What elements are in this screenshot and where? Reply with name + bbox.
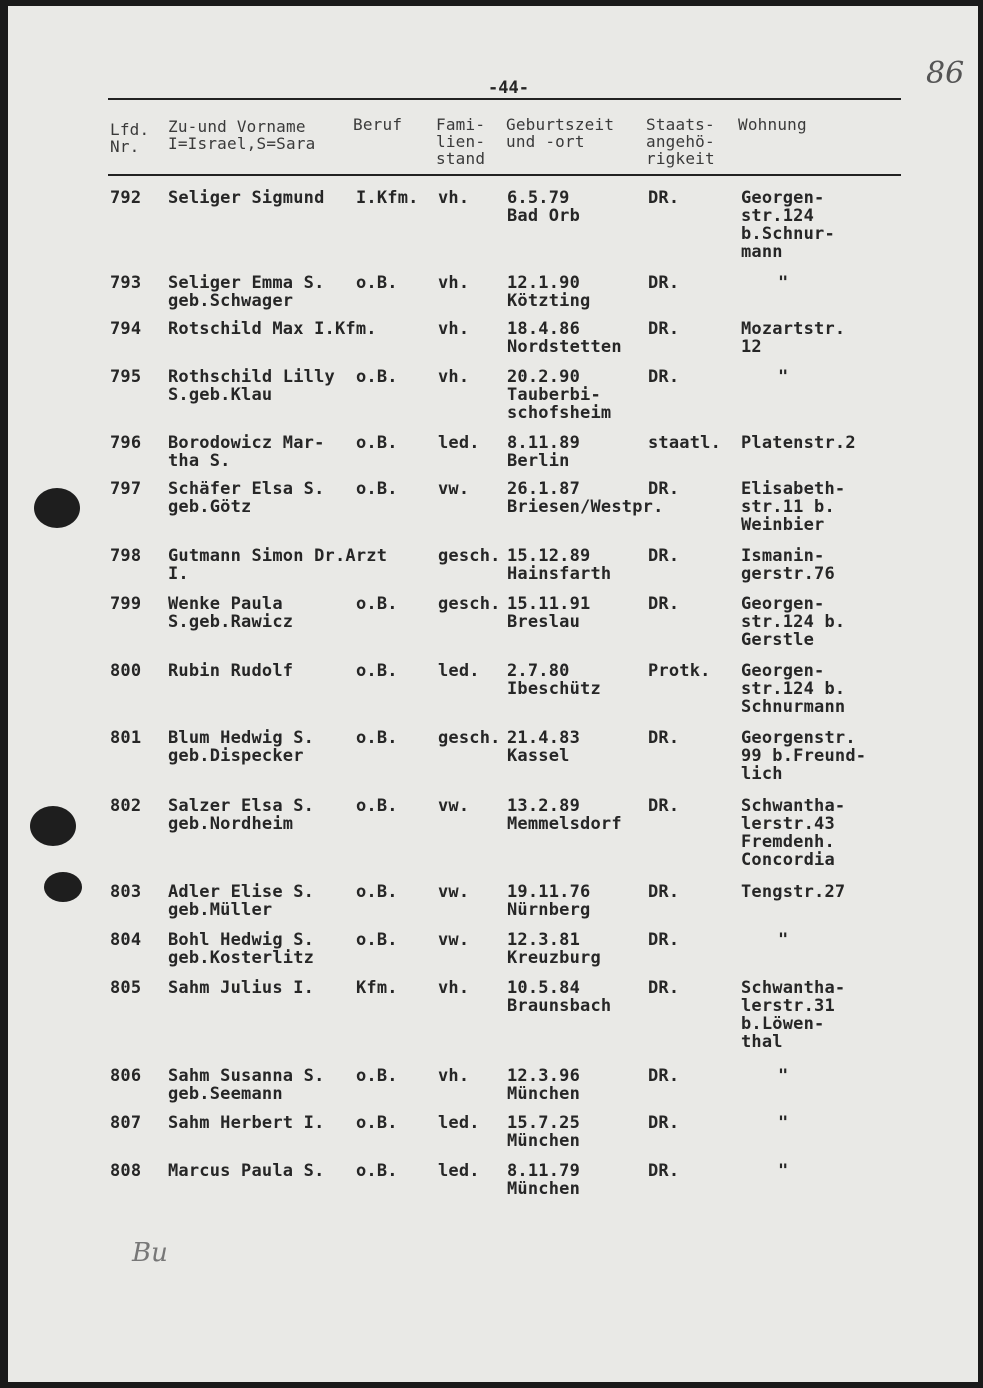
cell-stand: vh. [438,1066,470,1086]
header-rule [108,174,901,176]
document-page [8,6,978,1382]
cell-beruf: I.Kfm. [356,188,419,208]
cell-nr: 794 [110,319,142,339]
cell-geburt: 6.5.79 Bad Orb [507,188,581,226]
cell-nr: 795 [110,367,142,387]
cell-geburt: 12.3.81 Kreuzburg [507,930,601,968]
cell-geburt: 26.1.87 Briesen/Westpr. [507,479,664,517]
cell-beruf: o.B. [356,728,398,748]
cell-beruf: Kfm. [356,978,398,998]
cell-staat: DR. [648,728,680,748]
cell-wohnung: Elisabeth- str.11 b. Weinbier [741,479,846,535]
cell-stand: vw. [438,479,470,499]
cell-nr: 804 [110,930,142,950]
punch-hole-1 [34,488,80,528]
cell-stand: vw. [438,796,470,816]
cell-stand: vw. [438,930,470,950]
header-name: Zu-und Vorname I=Israel,S=Sara [168,117,316,153]
cell-geburt: 2.7.80 Ibeschütz [507,661,601,699]
header-stand: Fami- lien- stand [436,115,486,168]
cell-geburt: 12.1.90 Kötzting [507,273,591,311]
cell-staat: DR. [648,1066,680,1086]
cell-stand: vh. [438,978,470,998]
cell-wohnung: Schwantha- lerstr.43 Fremdenh. Concordia [741,796,846,870]
cell-staat: DR. [648,367,680,387]
cell-beruf: o.B. [356,479,398,499]
cell-wohnung: Georgen- str.124 b. Schnurmann [741,661,846,717]
cell-nr: 801 [110,728,142,748]
handwritten-initials: Bu [132,1238,168,1268]
cell-geburt: 21.4.83 Kassel [507,728,581,766]
cell-staat: DR. [648,930,680,950]
cell-staat: DR. [648,319,680,339]
header-beruf: Beruf [353,115,403,134]
header-staat: Staats- angehö- rigkeit [646,115,715,168]
cell-staat: DR. [648,1161,680,1181]
cell-nr: 802 [110,796,142,816]
cell-name: Rubin Rudolf [168,661,294,681]
cell-name: Seliger Emma S. geb.Schwager [168,273,325,311]
cell-wohnung: Mozartstr. 12 [741,319,846,357]
cell-name: Marcus Paula S. [168,1161,325,1181]
cell-staat: DR. [648,978,680,998]
cell-stand: gesch. [438,594,501,614]
cell-stand: vh. [438,319,470,339]
cell-wohnung: " [778,1161,789,1181]
cell-staat: DR. [648,882,680,902]
cell-beruf: o.B. [356,433,398,453]
cell-wohnung: Georgenstr. 99 b.Freund- lich [741,728,867,784]
punch-hole-2 [30,806,76,846]
cell-beruf: o.B. [356,1161,398,1181]
cell-beruf: o.B. [356,661,398,681]
folio-number: 86 [926,56,965,91]
cell-nr: 793 [110,273,142,293]
cell-stand: led. [438,1113,480,1133]
cell-staat: DR. [648,594,680,614]
cell-geburt: 15.11.91 Breslau [507,594,591,632]
cell-name: Salzer Elsa S. geb.Nordheim [168,796,315,834]
cell-name: Bohl Hedwig S. geb.Kosterlitz [168,930,315,968]
cell-stand: led. [438,661,480,681]
cell-wohnung: Ismanin- gerstr.76 [741,546,835,584]
cell-stand: gesch. [438,728,501,748]
cell-nr: 797 [110,479,142,499]
cell-staat: DR. [648,546,680,566]
cell-name: Adler Elise S. geb.Müller [168,882,315,920]
cell-beruf: o.B. [356,1066,398,1086]
cell-name: Sahm Herbert I. [168,1113,325,1133]
cell-geburt: 15.7.25 München [507,1113,581,1151]
cell-wohnung: Schwantha- lerstr.31 b.Löwen- thal [741,978,846,1052]
cell-wohnung: " [778,367,789,387]
cell-wohnung: " [778,1066,789,1086]
header-nr: Lfd. Nr. [110,120,150,156]
cell-beruf: o.B. [356,882,398,902]
cell-staat: Protk. [648,661,711,681]
punch-hole-3 [44,872,82,902]
cell-beruf: o.B. [356,367,398,387]
cell-nr: 798 [110,546,142,566]
cell-nr: 800 [110,661,142,681]
header-geburt: Geburtszeit und -ort [506,115,615,151]
cell-staat: staatl. [648,433,722,453]
cell-name: Seliger Sigmund [168,188,325,208]
cell-nr: 806 [110,1066,142,1086]
cell-beruf: o.B. [356,796,398,816]
cell-stand: gesch. [438,546,501,566]
cell-nr: 796 [110,433,142,453]
cell-wohnung: Georgen- str.124 b. Gerstle [741,594,846,650]
cell-geburt: 13.2.89 Memmelsdorf [507,796,622,834]
cell-nr: 808 [110,1161,142,1181]
cell-geburt: 18.4.86 Nordstetten [507,319,622,357]
cell-wohnung: " [778,1113,789,1133]
cell-staat: DR. [648,479,680,499]
cell-name: Rothschild Lilly S.geb.Klau [168,367,335,405]
cell-geburt: 15.12.89 Hainsfarth [507,546,612,584]
cell-geburt: 20.2.90 Tauberbi- schofsheim [507,367,612,423]
cell-beruf: o.B. [356,1113,398,1133]
cell-geburt: 19.11.76 Nürnberg [507,882,591,920]
cell-nr: 803 [110,882,142,902]
cell-wohnung: " [778,930,789,950]
cell-name: Borodowicz Mar- tha S. [168,433,325,471]
cell-staat: DR. [648,1113,680,1133]
cell-wohnung: Tengstr.27 [741,882,846,902]
cell-wohnung: " [778,273,789,293]
cell-beruf: o.B. [356,273,398,293]
cell-beruf: o.B. [356,594,398,614]
cell-wohnung: Platenstr.2 [741,433,856,453]
cell-name: Schäfer Elsa S. geb.Götz [168,479,325,517]
cell-nr: 805 [110,978,142,998]
cell-geburt: 8.11.89 Berlin [507,433,581,471]
cell-beruf: o.B. [356,930,398,950]
cell-nr: 792 [110,188,142,208]
cell-name: Sahm Julius I. [168,978,315,998]
cell-stand: vh. [438,367,470,387]
cell-nr: 807 [110,1113,142,1133]
cell-nr: 799 [110,594,142,614]
cell-wohnung: Georgen- str.124 b.Schnur- mann [741,188,835,262]
cell-staat: DR. [648,796,680,816]
cell-geburt: 8.11.79 München [507,1161,581,1199]
cell-geburt: 12.3.96 München [507,1066,581,1104]
cell-name: Gutmann Simon Dr.Arzt I. [168,546,388,584]
top-rule [108,98,901,100]
cell-stand: vw. [438,882,470,902]
cell-name: Sahm Susanna S. geb.Seemann [168,1066,325,1104]
cell-geburt: 10.5.84 Braunsbach [507,978,612,1016]
cell-stand: led. [438,1161,480,1181]
cell-stand: led. [438,433,480,453]
cell-stand: vh. [438,188,470,208]
cell-name: Rotschild Max I.Kfm. [168,319,377,339]
header-wohnung: Wohnung [738,115,807,134]
cell-name: Blum Hedwig S. geb.Dispecker [168,728,315,766]
cell-staat: DR. [648,273,680,293]
cell-stand: vh. [438,273,470,293]
cell-name: Wenke Paula S.geb.Rawicz [168,594,294,632]
page-number: -44- [488,78,529,98]
cell-staat: DR. [648,188,680,208]
